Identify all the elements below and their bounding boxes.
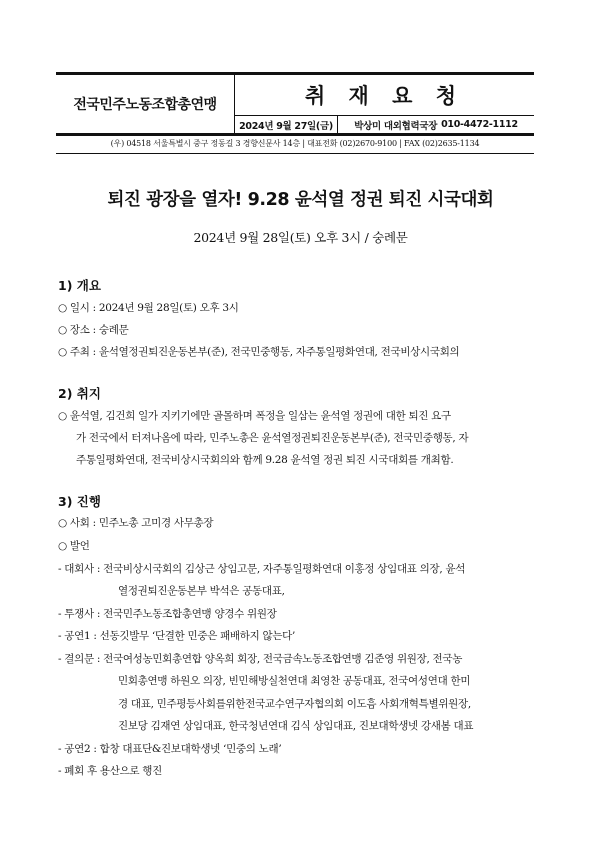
progress-line: - 투쟁사 : 전국민주노동조합총연맹 양경수 위원장 — [58, 608, 277, 620]
purpose-line: ○ 윤석열, 김건희 일가 지키기에만 골몰하며 폭정을 일삼는 윤석열 정권에 대한 퇴진 요구 — [58, 410, 451, 422]
overview-item: ○ 주최 : 윤석열정권퇴진운동본부(준), 전국민중행동, 자주통일평화연대, 전국비상시국회의 — [58, 346, 460, 358]
issue-date: 2024년 9월 27일(금) — [235, 116, 338, 133]
progress-speech: ○ 발언 — [58, 540, 90, 552]
progress-line: - 공연1 : 선동깃발무 ‘단결한 민중은 패배하지 않는다’ — [58, 630, 296, 642]
address-line: (우) 04518 서울특별시 중구 정동길 3 경향신문사 14층 | 대표전화 (02)2670-9100 | FAX (02)2635-1134 — [56, 137, 534, 154]
section-heading-purpose: 2) 취지 — [58, 386, 101, 401]
organization-name: 전국민주노동조합총연맹 — [56, 75, 235, 133]
header-box — [56, 72, 534, 136]
contact-info — [338, 116, 534, 133]
contact-name: 박상미 대외협력국장 — [354, 120, 438, 132]
overview-item: ○ 장소 : 숭례문 — [58, 324, 129, 336]
section-heading-progress: 3) 진행 — [58, 494, 101, 509]
progress-line: - 결의문 : 전국여성농민회총연합 양옥희 회장, 전국금속노동조합연맹 김준영 위원장, 전국농 — [58, 653, 463, 665]
progress-line: 민회총연맹 하원오 의장, 빈민해방실천연대 최영찬 공동대표, 전국여성연대 한미 — [118, 675, 471, 687]
section-heading-overview: 1) 개요 — [58, 278, 101, 293]
purpose-line: 가 전국에서 터져나옴에 따라, 민주노총은 윤석열정권퇴진운동본부(준), 전국민중행동, 자 — [76, 432, 469, 444]
progress-host: ○ 사회 : 민주노총 고미경 사무총장 — [58, 517, 214, 529]
document-title: 취 재 요 청 — [235, 75, 534, 116]
progress-line: 열정권퇴진운동본부 박석은 공동대표, — [118, 585, 285, 597]
progress-line: - 대회사 : 전국비상시국회의 김상근 상임고문, 자주통일평화연대 이홍정 상임대표 의장, 윤석 — [58, 563, 466, 575]
progress-line: - 공연2 : 합창 대표단&진보대학생넷 ‘민중의 노래’ — [58, 743, 282, 755]
progress-line: 경 대표, 민주평등사회를위한전국교수연구자협의회 이도흠 사회개혁특별위원장, — [118, 698, 471, 710]
overview-item: ○ 일시 : 2024년 9월 28일(토) 오후 3시 — [58, 302, 239, 314]
event-subtitle: 2024년 9월 28일(토) 오후 3시 / 숭례문 — [193, 230, 408, 245]
progress-line: 진보당 김재연 상임대표, 한국청년연대 김식 상임대표, 진보대학생넷 강새봄 대표 — [118, 720, 474, 732]
contact-phone: 010-4472-1112 — [441, 119, 518, 130]
event-title: 퇴진 광장을 열자! 9.28 윤석열 정권 퇴진 시국대회 — [107, 190, 494, 210]
purpose-line: 주통일평화연대, 전국비상시국회의와 함께 9.28 윤석열 정권 퇴진 시국대회를 개최함. — [76, 454, 454, 466]
progress-line: - 폐회 후 용산으로 행진 — [58, 765, 162, 777]
